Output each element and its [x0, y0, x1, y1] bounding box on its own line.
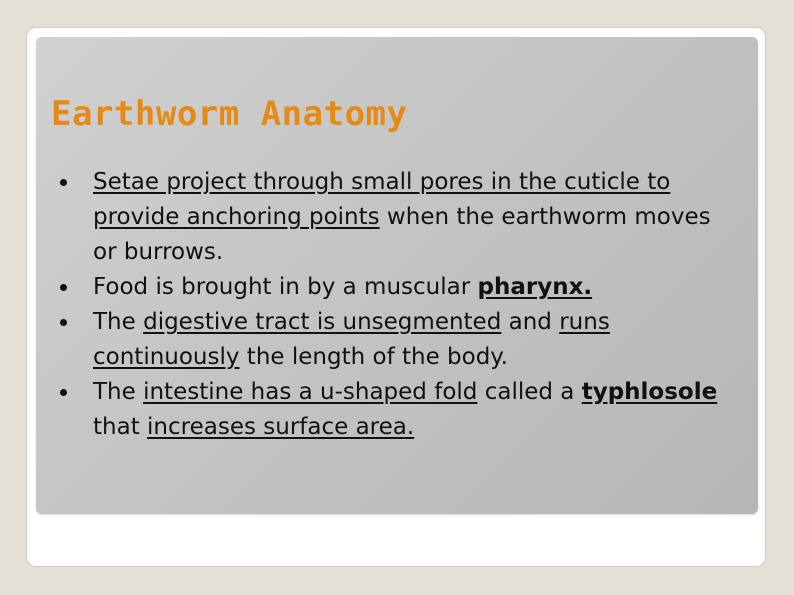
bullet-text: when the earthworm moves or burrows. — [93, 204, 711, 265]
bullet-dot-icon — [60, 179, 67, 186]
bullet-list — [60, 165, 740, 445]
bullet-text-underlined: digestive tract is unsegmented — [143, 309, 502, 335]
bullet-dot-icon — [60, 389, 67, 396]
bullet-text: that — [93, 414, 148, 440]
bullet-text-underlined: increases surface area. — [147, 414, 415, 440]
slide-title: Earthworm Anatomy — [51, 94, 408, 134]
bullet-item — [60, 165, 740, 270]
bullet-dot-icon — [60, 284, 67, 291]
bullet-text-underlined: Setae project through small pores in the cuticle to provide anchoring points — [93, 169, 671, 230]
bullet-text: called a — [477, 379, 582, 405]
bullet-item — [60, 305, 740, 375]
bullet-text: the length of the body. — [239, 344, 508, 370]
bullet-text-underlined: runs continuously — [93, 309, 610, 370]
bullet-text: The — [93, 379, 144, 405]
bullet-text: Food is brought in by a muscular — [93, 274, 478, 300]
bullet-text-underlined: intestine has a u-shaped fold — [143, 379, 478, 405]
bullet-item — [60, 375, 740, 445]
bullet-text: and — [501, 309, 560, 335]
bullet-item — [60, 270, 740, 305]
bullet-text: The — [93, 309, 144, 335]
bullet-text-bold-underlined: pharynx. — [477, 274, 593, 300]
bullet-text-bold-underlined: typhlosole — [581, 379, 718, 405]
bullet-dot-icon — [60, 319, 67, 326]
